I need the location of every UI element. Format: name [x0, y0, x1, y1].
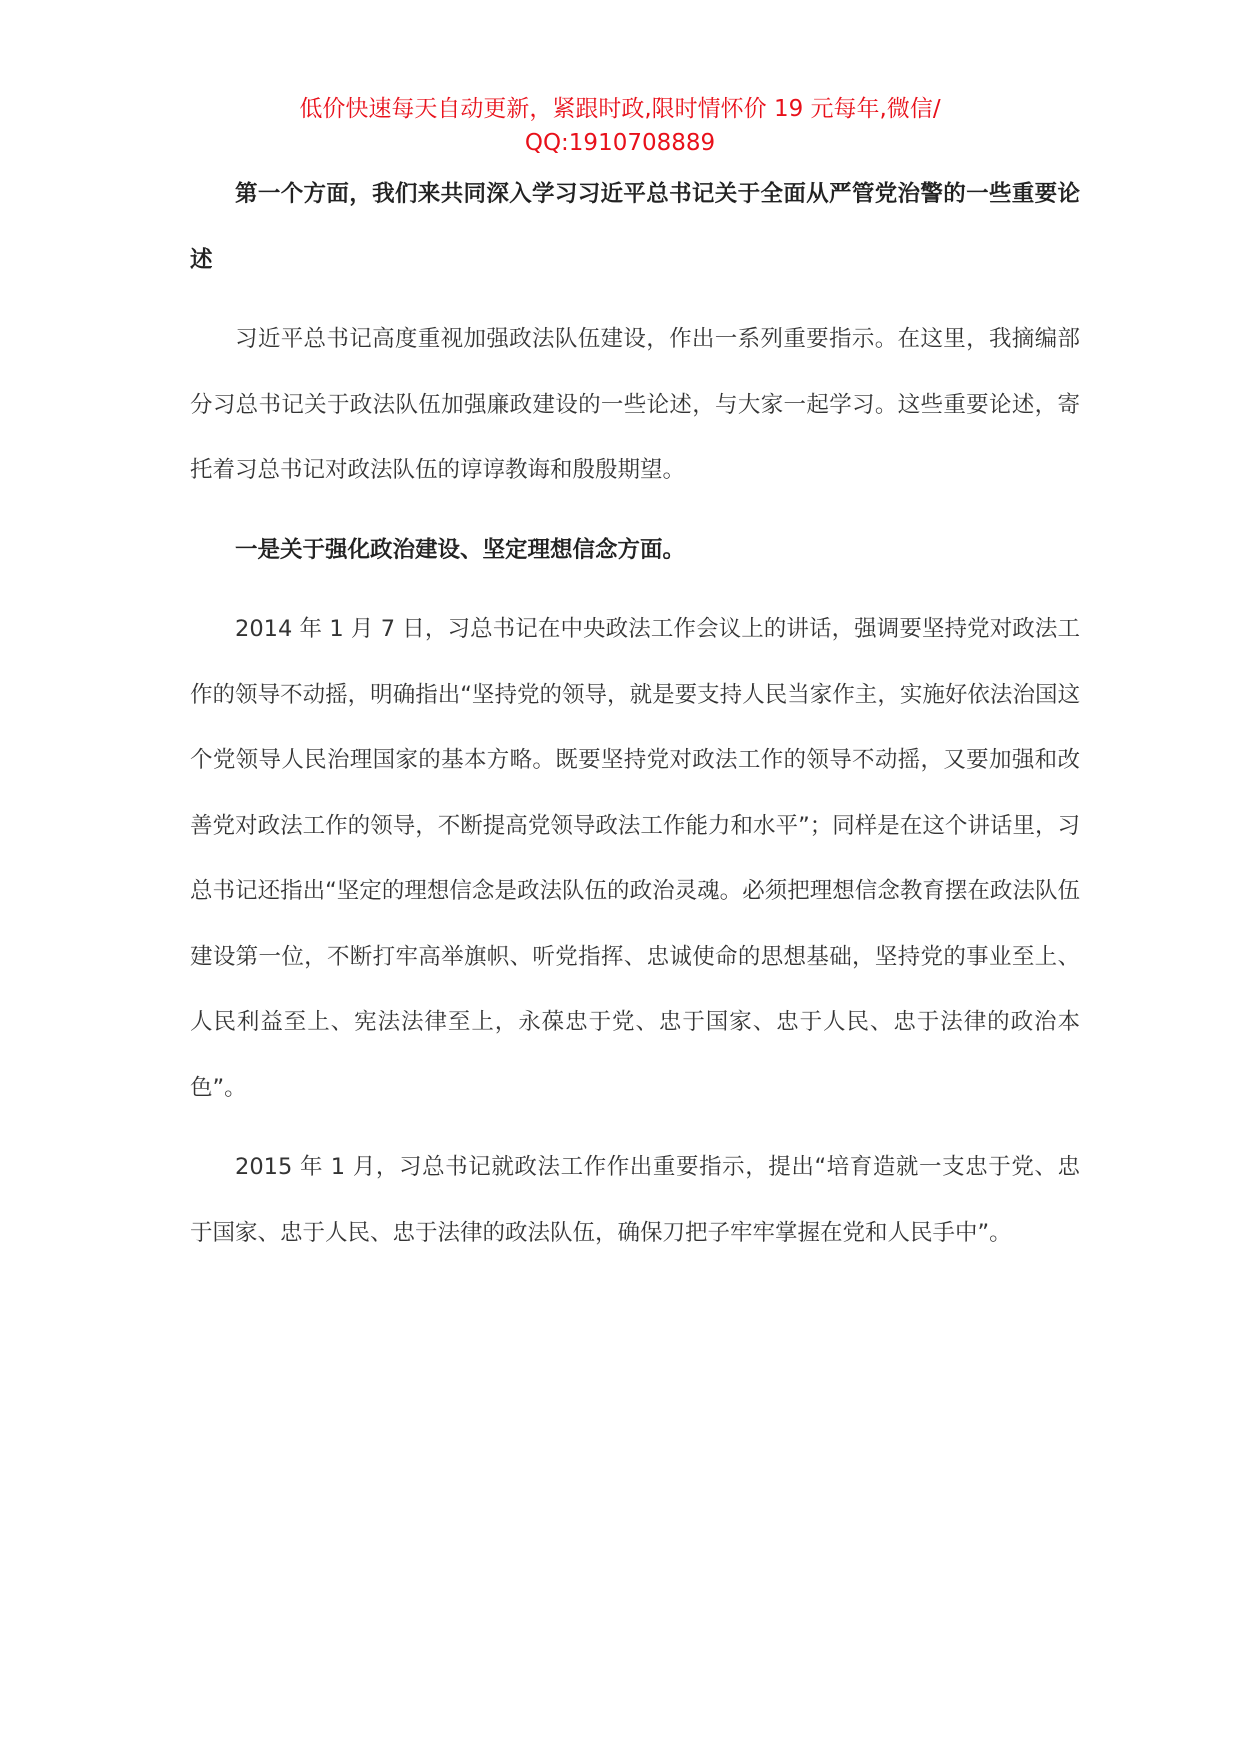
promo-banner [190, 92, 1050, 160]
document-body [190, 162, 1080, 1266]
intro-paragraph: 习近平总书记高度重视加强政法队伍建设，作出一系列重要指示。在这里，我摘编部分习总书记关于政法队伍加强廉政建设的一些论述，与大家一起学习。这些重要论述，寄托着习总书记对政法队伍的谆谆教诲和殷殷期望。 [190, 326, 1080, 483]
promo-banner-line-1: 低价快速每天自动更新，紧跟时政,限时情怀价 19 元每年,微信/ [299, 96, 941, 122]
section-title: 第一个方面，我们来共同深入学习习近平总书记关于全面从严管党治警的一些重要论述 [190, 181, 1080, 273]
paragraph-2014-speech: 2014 年 1 月 7 日，习总书记在中央政法工作会议上的讲话，强调要坚持党对政法工作的领导不动摇，明确指出“坚持党的领导，就是要支持人民当家作主，实施好依法治国这个党领导人民治理国家的基本方略。既要坚持党对政法工作的领导不动摇，又要加强和改善党对政法工作的领导，不断提高党领导政法工作能力和水平”；同样是在这个讲话里，习总书记还指出“坚定的理想信念是政法队伍的政治灵魂。必须把理想信念教育摆在政法队伍建设第一位，不断打牢高举旗帜、听党指挥、忠诚使命的思想基础，坚持党的事业至上、人民利益至上、宪法法律至上，永葆忠于党、忠于国家、忠于人民、忠于法律的政治本色”。 [190, 616, 1080, 1101]
paragraph-2015-instruction: 2015 年 1 月，习总书记就政法工作作出重要指示，提出“培育造就一支忠于党、忠于国家、忠于人民、忠于法律的政法队伍，确保刀把子牢牢掌握在党和人民手中”。 [190, 1154, 1080, 1246]
promo-banner-line-2: QQ:1910708889 [524, 130, 716, 156]
subheading-political-construction: 一是关于强化政治建设、坚定理想信念方面。 [235, 536, 686, 563]
